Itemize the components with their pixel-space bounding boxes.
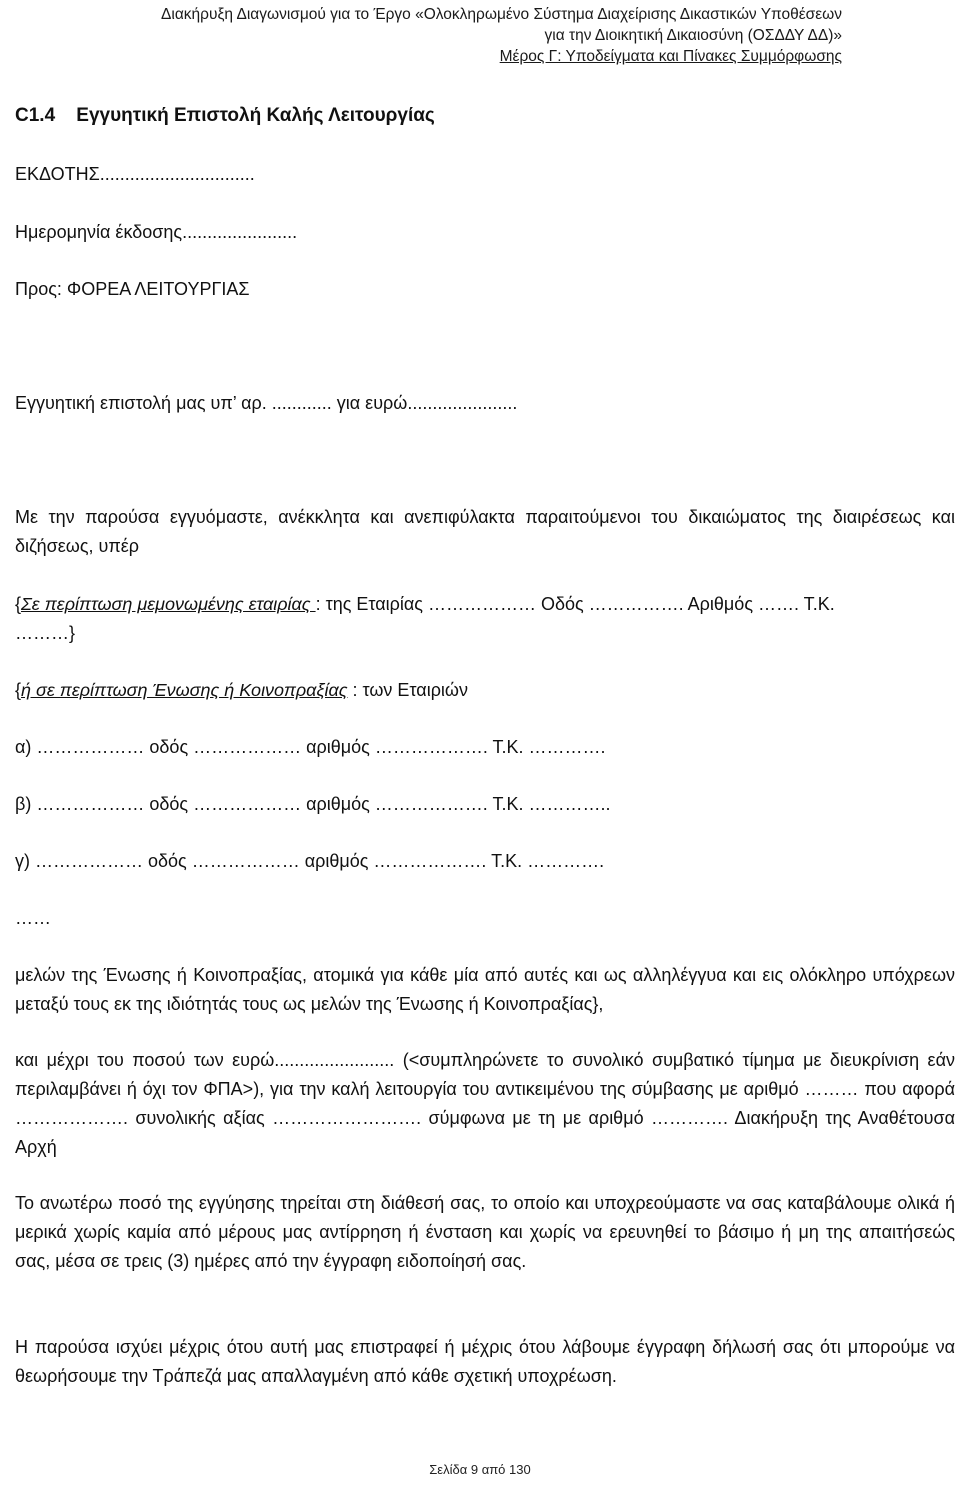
consortium-label: ή σε περίπτωση Ένωσης ή Κοινοπραξίας — [21, 680, 348, 700]
section-title: Εγγυητική Επιστολή Καλής Λειτουργίας — [76, 105, 435, 126]
header-line-1: Διακήρυξη Διαγωνισμού για το Έργο «Ολοκληρωμένο Σύστημα Διαχείρισης Δικαστικών Υποθέσεων — [161, 6, 842, 23]
single-company-label: Σε περίπτωση μεμονωμένης εταιρίας — [21, 594, 316, 614]
validity-clause-paragraph: Η παρούσα ισχύει μέχρις ότου αυτή μας επιστραφεί ή μέχρις ότου λάβουμε έγγραφη δήλωσή σας ότι μπορούμε να θεωρήσουμε την Τράπεζά μας απαλλαγμένη από κάθε σχετική υποχρέωση. — [15, 1337, 955, 1386]
member-c-line: γ) ……………… οδός ……………… αριθμός ………………. Τ.Κ. …………. — [15, 851, 605, 871]
intro-paragraph: Με την παρούσα εγγυόμαστε, ανέκκλητα και ανεπιφύλακτα παραιτούμενοι του δικαιώματος της διαιρέσεως και διζήσεως, υπέρ — [15, 507, 955, 556]
member-a-line: α) ……………… οδός ……………… αριθμός ………………. Τ.Κ. …………. — [15, 737, 606, 757]
section-number: C1.4 — [15, 105, 56, 126]
ellipsis-line: …… — [15, 908, 51, 928]
consortium-text: : των Εταιριών — [347, 680, 468, 700]
single-company-end: ………} — [15, 623, 76, 643]
guarantee-reference: Εγγυητική επιστολή μας υπ’ αρ. ............ για ευρώ...................... — [15, 393, 518, 413]
member-b-line: β) ……………… οδός ……………… αριθμός ………………. Τ.Κ. ………….. — [15, 794, 611, 814]
amount-clause-paragraph: και μέχρι του ποσού των ευρώ........................ (<συμπληρώνετε το συνολικό συμβατικό τίμημα με διευκρίνιση εάν περιλαμβάνει ή όχι τον ΦΠΑ>), για την καλή λειτουργία του αντικειμένου της σύμβασης με αριθμό ……… που αφορά ………………. συνολικής αξίας ……………………. σύμφωνα με τη με αριθμό …………. Διακήρυξη της Αναθέτουσα Αρχή — [15, 1050, 955, 1157]
header-line-2: για την Διοικητική Δικαιοσύνη (ΟΣΔΔΥ ΔΔ)» — [544, 27, 842, 44]
recipient-field: Προς: ΦΟΡΕΑ ΛΕΙΤΟΥΡΓΙΑΣ — [15, 279, 250, 299]
section-heading — [15, 101, 435, 130]
issue-date-field: Ημερομηνία έκδοσης....................... — [15, 222, 298, 242]
header-line-3: Μέρος Γ: Υποδείγματα και Πίνακες Συμμόρφωσης — [499, 48, 842, 65]
issuer-field: ΕΚΔΟΤΗΣ............................... — [15, 164, 255, 184]
page-number: Σελίδα 9 από 130 — [429, 1462, 531, 1477]
consortium-line: {ή σε περίπτωση Ένωσης ή Κοινοπραξίας : των Εταιριών — [15, 680, 468, 700]
disposal-clause-paragraph: Το ανωτέρω ποσό της εγγύησης τηρείται στη διάθεσή σας, το οποίο και υποχρεούμαστε να σας καταβάλουμε ολικά ή μερικά χωρίς καμία από μέρους μας αντίρρηση ή ένσταση και χωρίς να ερευνηθεί το βάσιμο ή μη της απαιτήσεώς σας, μέσα σε τρεις (3) ημέρες από την έγγραφη ειδοποίησή σας. — [15, 1193, 955, 1271]
single-company-text: : της Εταιρίας ……………… Οδός ……………. Αριθμός ……. Τ.Κ. — [315, 594, 835, 614]
members-liability-paragraph: μελών της Ένωσης ή Κοινοπραξίας, ατομικά για κάθε μία από αυτές και ως αλληλέγγυα και εις ολόκληρο υπόχρεων μεταξύ τους εκ της ιδιότητάς τους ως μελών της Ένωσης ή Κοινοπραξίας}, — [15, 965, 955, 1014]
page-header — [161, 4, 842, 67]
single-company-line: {Σε περίπτωση μεμονωμένης εταιρίας : της Εταιρίας ……………… Οδός ……………. Αριθμός ……. Τ.Κ. — [15, 594, 835, 614]
